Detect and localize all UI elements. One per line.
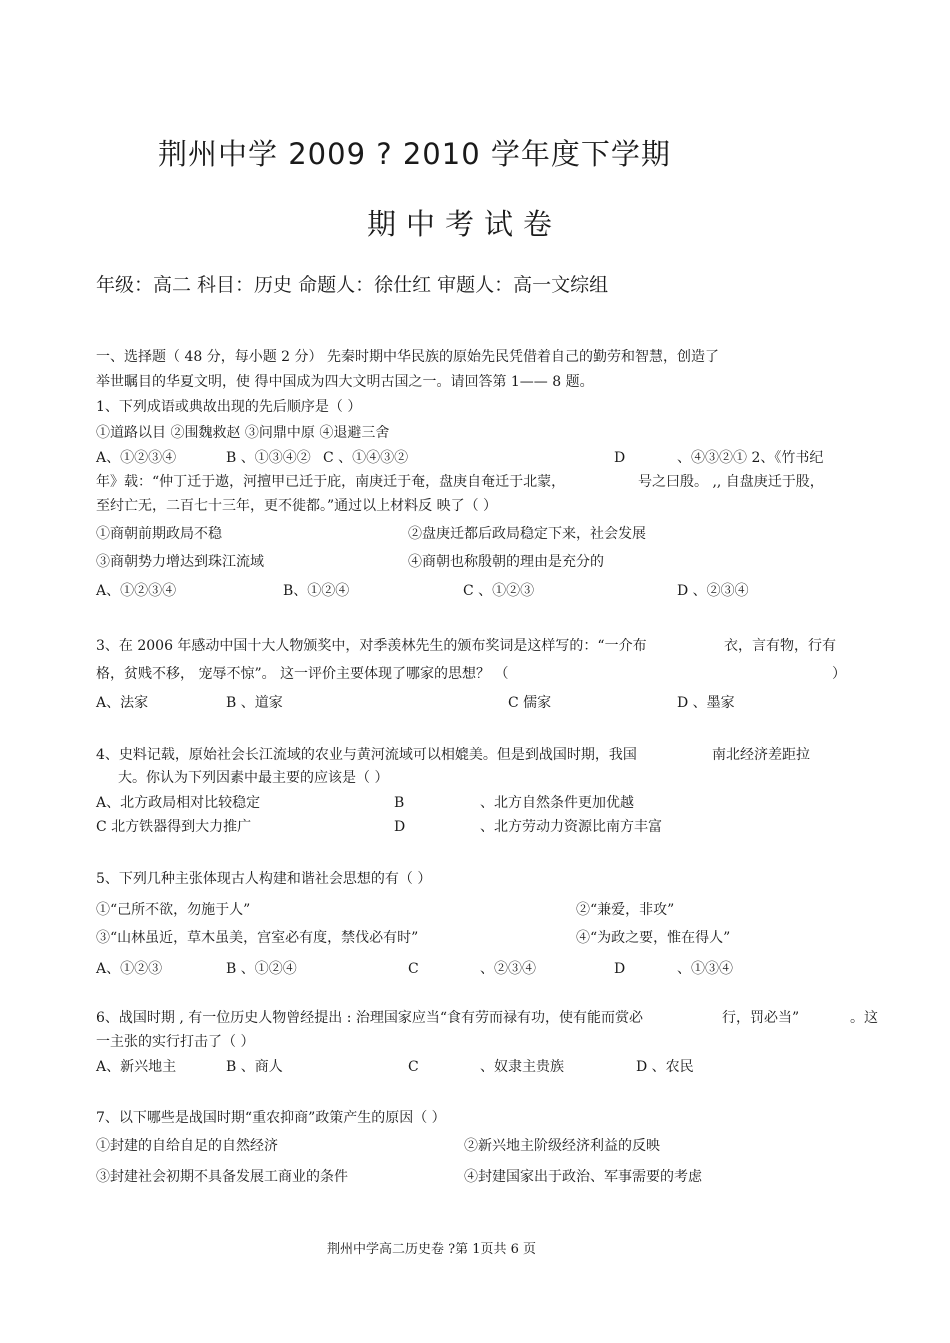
q3-option-b: B 、道家 — [226, 695, 283, 711]
q6-stem-line1a: 6、战国时期 , 有一位历史人物曾经提出 : 治理国家应当“食有劳而禄有功，使有能而赏必 — [96, 1010, 644, 1026]
q5-option-a: A、①②③ — [96, 961, 163, 977]
q1-option-b: B 、①③④② — [226, 450, 311, 466]
q5-option-c: 、②③④ — [480, 961, 536, 977]
exam-meta: 年级：高二 科目：历史 命题人：徐仕红 审题人：高一文综组 — [96, 274, 609, 296]
q1-option-a: A、①②③④ — [96, 450, 177, 466]
q4-option-b-label: B — [394, 795, 405, 811]
q1-items: ①道路以目 ②围魏救赵 ③问鼎中原 ④退避三舍 — [96, 425, 390, 441]
q6-option-d: D 、农民 — [636, 1059, 694, 1075]
q2-item-4: ④商朝也称殷朝的理由是充分的 — [408, 554, 604, 570]
q6-option-c: 、奴隶主贵族 — [480, 1059, 564, 1075]
q2-item-2: ②盘庚迁都后政局稳定下来，社会发展 — [408, 526, 646, 542]
q4-option-d-label: D — [394, 819, 406, 835]
q2-option-d: D 、②③④ — [677, 583, 749, 599]
q2-item-1: ①商朝前期政局不稳 — [96, 526, 222, 542]
q6-stem-line1c: 。这 — [850, 1010, 878, 1026]
q3-option-d: D 、墨家 — [677, 695, 735, 711]
section1-intro-line2: 举世瞩目的华夏文明，使 得中国成为四大文明古国之一。请回答第 1—— 8 题。 — [96, 374, 594, 390]
q6-option-a: A、新兴地主 — [96, 1059, 177, 1075]
q4-option-b: 、北方自然条件更加优越 — [480, 795, 634, 811]
q2-option-b: B、①②④ — [283, 583, 350, 599]
q4-option-c: C 北方铁器得到大力推广 — [96, 819, 252, 835]
q3-stem-line2a: 格，贫贱不移， 宠辱不惊”。 这一评价主要体现了哪家的思想？ （ — [96, 666, 509, 682]
q2-option-c: C 、①②③ — [463, 583, 535, 599]
q6-option-c-label: C — [408, 1059, 419, 1075]
q7-item-4: ④封建国家出于政治、军事需要的考虑 — [464, 1169, 702, 1185]
q4-option-d: 、北方劳动力资源比南方丰富 — [480, 819, 662, 835]
q2-stem-line3: 至纣亡无，二百七十三年，更不徙都。”通过以上材料反 映了（ ） — [96, 498, 498, 514]
q7-item-1: ①封建的自给自足的自然经济 — [96, 1138, 278, 1154]
q5-option-b: B 、①②④ — [226, 961, 297, 977]
q2-item-3: ③商朝势力增达到珠江流域 — [96, 554, 264, 570]
q5-item-1: ①“己所不欲，勿施于人” — [96, 902, 251, 918]
q2-option-a: A、①②③④ — [96, 583, 177, 599]
q3-stem-line2b: ） — [832, 666, 846, 682]
exam-subtitle: 期中考试卷 — [367, 207, 563, 241]
q5-option-c-label: C — [408, 961, 419, 977]
q1-option-d-q2-start: 、④③②① 2、《竹书纪 — [677, 450, 824, 466]
q5-option-d: 、①③④ — [677, 961, 733, 977]
q5-stem: 5、下列几种主张体现古人构建和谐社会思想的有（ ） — [96, 871, 432, 887]
q2-stem-line2a: 年》载：“仲丁迁于遨，河擅甲已迁于庇，南庚迁于奄，盘庚自奄迁于北蒙， — [96, 474, 566, 490]
page-footer: 荆州中学高二历史卷 ?第 1页共 6 页 — [327, 1242, 537, 1257]
q6-stem-line2: 一主张的实行打击了（ ） — [96, 1034, 255, 1050]
q3-stem-line1b: 衣，言有物，行有 — [724, 638, 836, 654]
q4-stem-line1b: 南北经济差距拉 — [712, 747, 810, 763]
q3-stem-line1a: 3、在 2006 年感动中国十大人物颁奖中，对季羡林先生的颁布奖词是这样写的：“一介布 — [96, 638, 647, 654]
q1-option-c: C 、①④③② — [323, 450, 409, 466]
q7-item-3: ③封建社会初期不具备发展工商业的条件 — [96, 1169, 348, 1185]
q4-option-a: A、北方政局相对比较稳定 — [96, 795, 261, 811]
q1-option-d-label: D — [614, 450, 626, 466]
exam-title: 荆州中学 2009 ? 2010 学年度下学期 — [158, 137, 671, 171]
q7-item-2: ②新兴地主阶级经济利益的反映 — [464, 1138, 660, 1154]
q2-stem-line2b: 号之曰殷。 ,, 自盘庚迁于股， — [638, 474, 824, 490]
q4-stem-line1a: 4、史料记载，原始社会长江流域的农业与黄河流域可以相媲美。但是到战国时期，我国 — [96, 747, 637, 763]
section1-intro-line1: 一、选择题（ 48 分，每小题 2 分） 先秦时期中华民族的原始先民凭借着自己的勤劳和智慧，创造了 — [96, 349, 719, 365]
q7-stem: 7、以下哪些是战国时期“重农抑商”政策产生的原因（ ） — [96, 1110, 446, 1126]
q5-item-4: ④“为政之要，惟在得人” — [576, 930, 731, 946]
q1-stem: 1、下列成语或典故出现的先后顺序是（ ） — [96, 399, 362, 415]
q5-option-d-label: D — [614, 961, 626, 977]
q5-item-3: ③“山林虽近，草木虽美，宫室必有度，禁伐必有时” — [96, 930, 419, 946]
q6-stem-line1b: 行，罚必当” — [722, 1010, 800, 1026]
q4-stem-line2: 大。你认为下列因素中最主要的应该是（ ） — [118, 770, 389, 786]
q3-option-c: C 儒家 — [508, 695, 552, 711]
q5-item-2: ②“兼爱，非攻” — [576, 902, 675, 918]
q3-option-a: A、法家 — [96, 695, 149, 711]
q6-option-b: B 、商人 — [226, 1059, 283, 1075]
